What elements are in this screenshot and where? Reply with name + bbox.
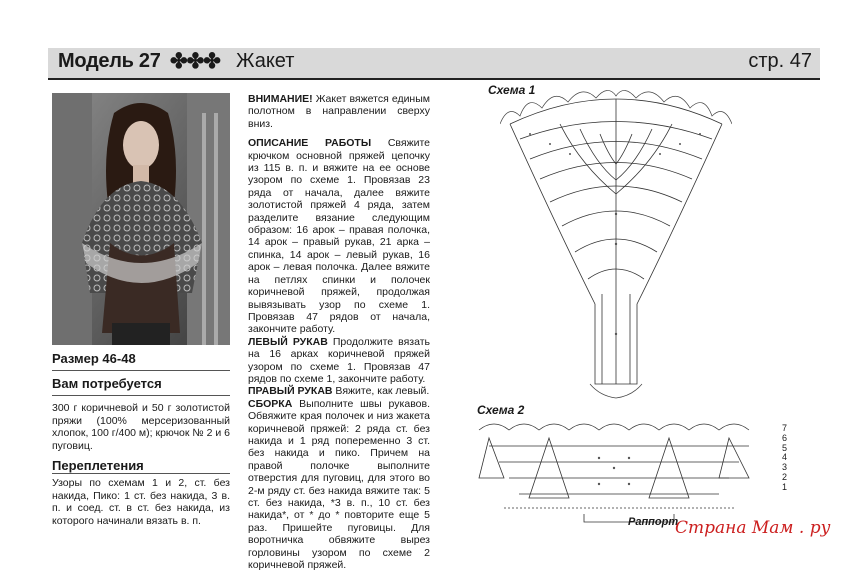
assembly-text: Выполните швы рукавов. Обвяжите края полочек и низ жакета коричневой пряжей: 2 ряда ст. без накида и 1 ряд попеременно 3 ст. без накида и пико. Причем на правой полочке выполните отверстия для пуговиц, для этого во 2-м ряду ст. без накида вяжите так: 5 ст. без накида, *3 в. п., 10 ст. без накида*, от * до * повторите еще 5 раз. Пришейте пуговицы. Для воротничка обвяжите вырез горловины узором по схеме 2 коричневой пряжей. xyxy=(248,397,430,571)
warning-text: Жакет вяжется единым полотном в направлении сверху вниз. xyxy=(248,93,430,130)
page-number: стр. 47 xyxy=(748,50,812,72)
assembly-label: СБОРКА xyxy=(248,397,293,410)
row-number: 6 xyxy=(782,432,788,443)
work-label: ОПИСАНИЕ РАБОТЫ xyxy=(248,137,372,150)
right-sleeve-label: ПРАВЫЙ РУКАВ xyxy=(248,385,333,398)
scheme-2-diagram xyxy=(474,418,774,528)
row-number: 4 xyxy=(782,452,788,463)
site-watermark: Страна Мам . ру xyxy=(675,518,831,538)
left-sleeve-text: Продолжите вязать на 16 арках коричневой пряжей узором по схеме 1. Провязав 47 рядов по схеме 1, закончите работу. xyxy=(248,335,430,385)
repeat-label: Раппорт xyxy=(628,516,679,528)
row-number: 2 xyxy=(782,471,788,482)
model-photo-illustration xyxy=(52,93,230,345)
instructions-column xyxy=(248,93,430,571)
work-text: Свяжите крючком основной пряжей цепочку из 115 в. п. и вяжите на ее основе узором по схеме 1. Провязав 23 ряда от начала, далее вяжите золотистой пряжей 4 ряда, затем разделите вязание следующим образом: 16 арок – правая полочка, 14 арок – правый рукав, 21 арка – спинка, 14 арок – левый рукав, 16 арок – левая полочка. Далее вяжите на петлях спинки и полочек коричневой пряжей, продолжая вывязывать узор по схеме 1. Провязав 47 рядов от начала, закончите работу. xyxy=(248,137,430,336)
model-title: Модель 27 xyxy=(58,50,161,72)
warning-label: ВНИМАНИЕ! xyxy=(248,93,313,105)
size-heading: Размер 46-48 xyxy=(52,351,136,366)
row-number: 1 xyxy=(782,481,788,492)
stitches-heading: Переплетения xyxy=(52,458,144,473)
difficulty-stars: ✤✤✤ xyxy=(170,50,220,73)
header-bar xyxy=(48,48,820,78)
work-paragraph xyxy=(248,137,430,336)
model-photo xyxy=(52,93,230,345)
row-number: 5 xyxy=(782,442,788,453)
assembly-paragraph xyxy=(248,398,430,571)
row-numbers xyxy=(782,424,787,493)
warning-paragraph xyxy=(248,93,430,130)
garment-name: Жакет xyxy=(236,50,295,72)
right-sleeve-text: Вяжите, как левый. xyxy=(332,385,430,398)
materials-text: 300 г коричневой и 50 г золотистой пряжи (100% мерсеризованный хлопок, 100 г/400 м); крючок № 2 и 6 пуговиц. xyxy=(52,402,230,452)
header-rule xyxy=(48,78,820,80)
materials-heading: Вам потребуется xyxy=(52,376,162,391)
right-sleeve-paragraph xyxy=(248,385,430,397)
scheme-2-label: Схема 2 xyxy=(477,403,525,417)
row-number: 3 xyxy=(782,462,788,473)
scheme-1-diagram xyxy=(500,84,732,402)
left-sleeve-paragraph xyxy=(248,336,430,386)
left-sleeve-label: ЛЕВЫЙ РУКАВ xyxy=(248,335,328,348)
section-rule xyxy=(52,473,230,474)
scheme-1-label: Схема 1 xyxy=(488,83,536,97)
section-rule xyxy=(52,395,230,396)
section-rule xyxy=(52,370,230,371)
stitches-text: Узоры по схемам 1 и 2, ст. без накида, Пико: 1 ст. без накида, 3 в. п. и соед. ст. в ст. без накида, из которого начинали вязать в. п. xyxy=(52,477,230,527)
row-number: 7 xyxy=(782,423,788,433)
